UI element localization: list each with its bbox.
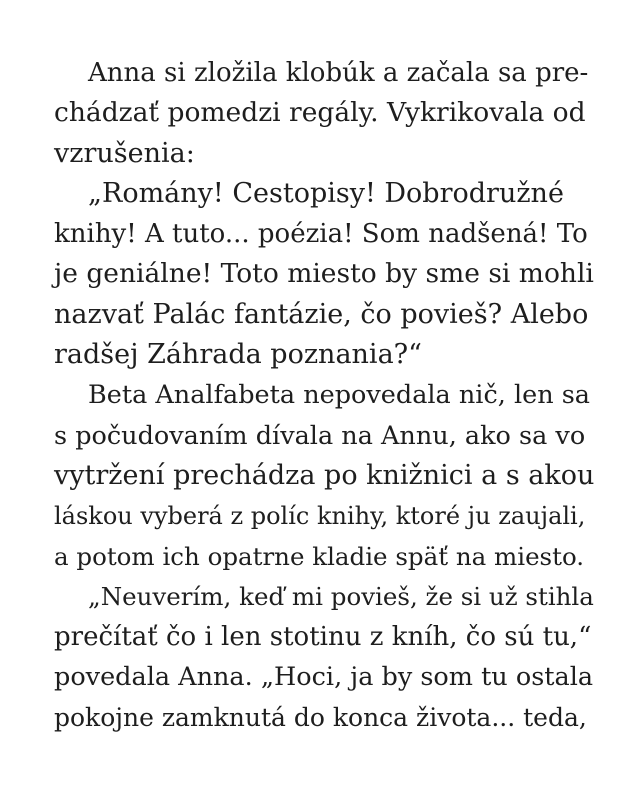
text-line: povedala Anna. „Hoci, ja by som tu ostala xyxy=(54,662,594,693)
text-line: „Romány! Cestopisy! Dobrodružné xyxy=(88,177,564,209)
book-page-text xyxy=(54,53,594,738)
text-line: vytržení prechádza po knižnici a s akou xyxy=(54,459,595,491)
text-line: prečítať čo i len stotinu z kníh, čo sú tu,“ xyxy=(54,622,592,653)
text-line: a potom ich opatrne kladie späť na miesto. xyxy=(54,541,585,571)
text-line: vzrušenia: xyxy=(54,137,195,169)
text-line: pokojne zamknutá do konca života... teda, xyxy=(54,702,587,732)
text-line: knihy! A tuto... poézia! Som nadšená! To xyxy=(54,219,588,250)
text-line: „Neuverím, keď mi povieš, že si už stihla xyxy=(88,581,594,611)
text-line: nazvať Palác fantázie, čo povieš? Alebo xyxy=(54,298,589,330)
text-line: chádzať pomedzi regály. Vykrikovala od xyxy=(54,97,586,129)
text-line: láskou vyberá z políc knihy, ktoré ju zaujali, xyxy=(54,502,586,531)
text-line: je geniálne! Toto miesto by sme si mohli xyxy=(54,258,594,290)
text-line: Anna si zložila klobúk a začala sa pre- xyxy=(88,58,589,88)
text-line: s počudovaním dívala na Annu, ako sa vo xyxy=(54,420,586,451)
text-line: Beta Analfabeta nepovedala nič, len sa xyxy=(88,380,591,411)
text-line: radšej Záhrada poznania?“ xyxy=(54,339,422,371)
